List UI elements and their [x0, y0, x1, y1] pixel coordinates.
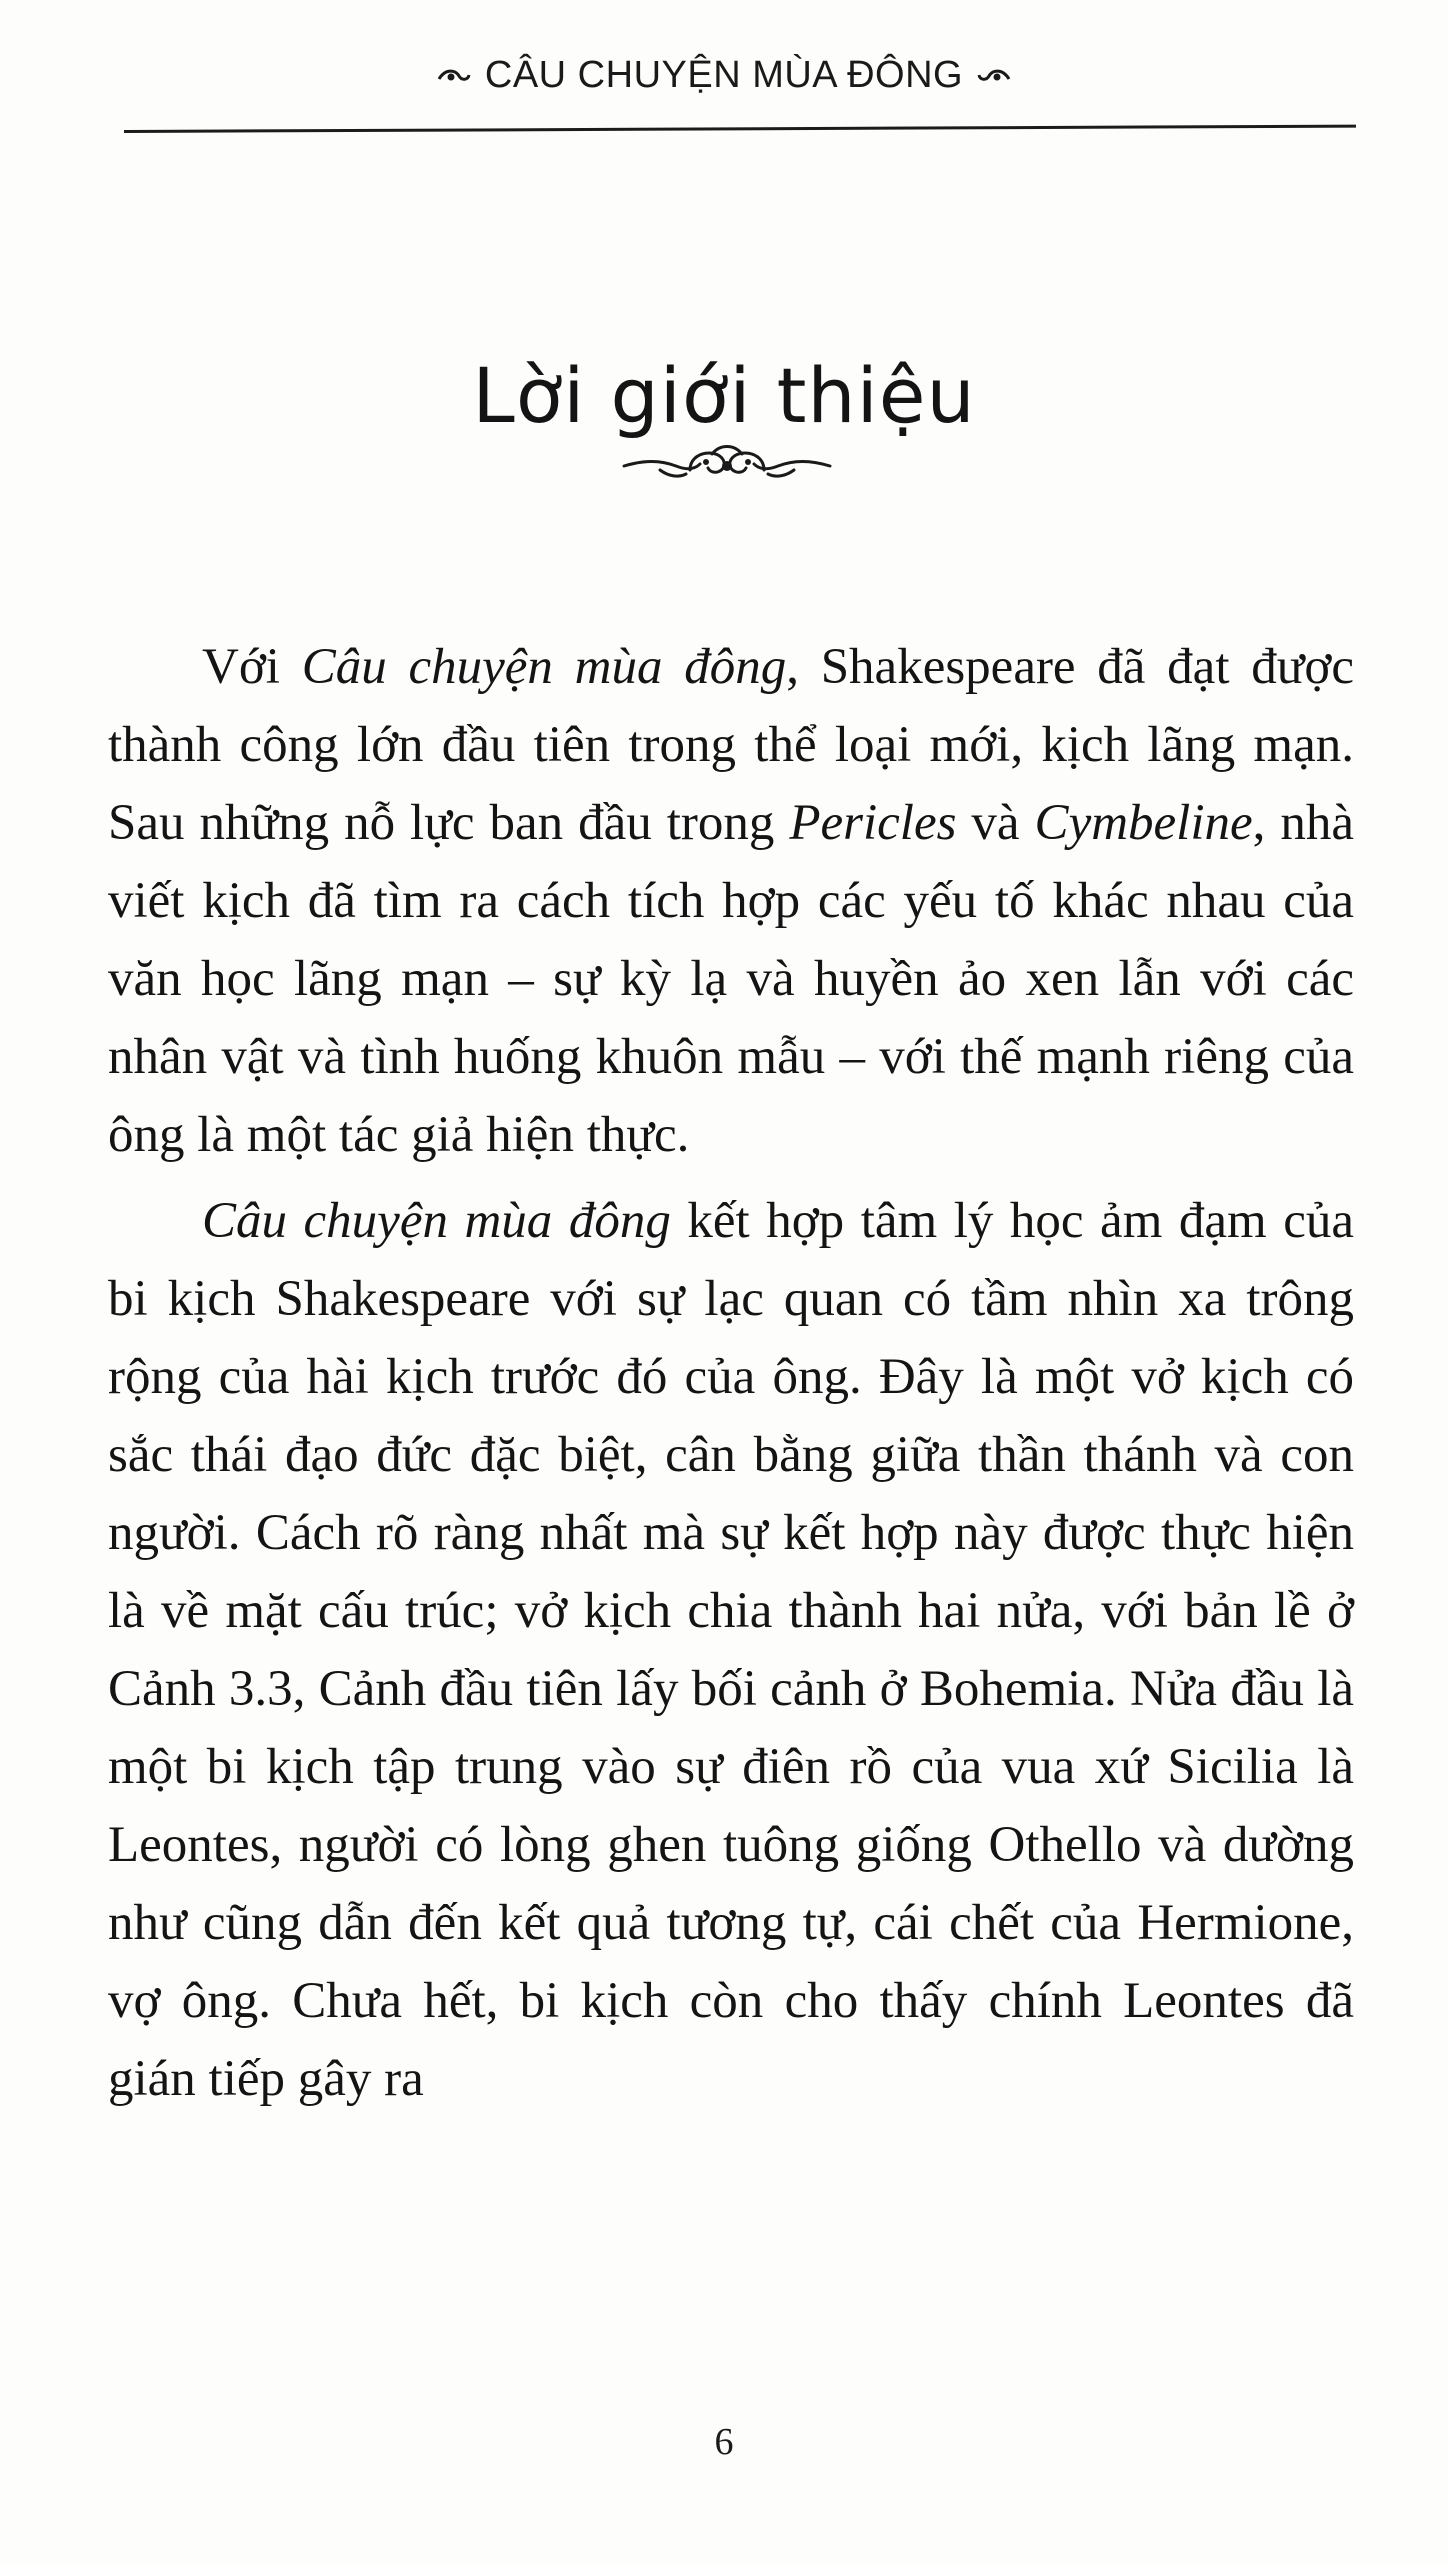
text-run: Với [202, 639, 302, 695]
scroll-flourish-icon [620, 440, 834, 488]
italic-play-title: Cymbeline [1034, 795, 1253, 851]
text-run: kết hợp tâm lý học ảm đạm của bi kịch Shakespeare với sự lạc quan có tầm nhìn xa trông rộng của hài kịch trước đó của ông. Đây là một vở kịch có sắc thái đạo đức đặc biệt, cân bằng giữa thần thánh và con người. Cách rõ ràng nhất mà sự kết hợp này được thực hiện là về mặt cấu trúc; vở kịch chia thành hai nửa, với bản lề ở Cảnh 3.3, Cảnh đầu tiên lấy bối cảnh ở Bohemia. Nửa đầu là một bi kịch tập trung vào sự điên rồ của vua xứ Sicilia là Leontes, người có lòng ghen tuông giống Othello và dường như cũng dẫn đến kết quả tương tự, cái chết của Hermione, vợ ông. Chưa hết, bi kịch còn cho thấy chính Leontes đã gián tiếp gây ra [108, 1193, 1354, 2107]
italic-book-title: Câu chuyện mùa đông [301, 639, 787, 695]
chapter-title: Lời giới thiệu [472, 350, 976, 440]
floral-swirl-icon [977, 67, 1011, 85]
text-run: và [956, 795, 1035, 851]
text-run: , nhà viết kịch đã tìm ra cách tích hợp các yếu tố khác nhau của văn học lãng mạn – sự kỳ lạ và huyền ảo xen lẫn với các nhân vật và tình huống khuôn mẫu – với thế mạnh riêng của ông là một tác giả hiện thực. [108, 795, 1355, 1163]
italic-play-title: Pericles [789, 795, 957, 851]
body-text [108, 628, 1354, 2126]
floral-swirl-icon [437, 67, 471, 85]
running-title: CÂU CHUYỆN MÙA ĐÔNG [484, 54, 964, 96]
text-run: , Shakespeare đã đạt được thành công lớn đầu tiên trong thể loại mới, kịch lãng mạn. Sau những nỗ lực ban đầu trong [108, 639, 1354, 851]
paragraph-1 [108, 628, 1354, 1174]
header-divider [124, 125, 1356, 133]
italic-book-title: Câu chuyện mùa đông [202, 1193, 671, 1249]
running-header [0, 54, 1448, 97]
paragraph-2 [108, 1182, 1354, 2118]
page-number: 6 [714, 2421, 734, 2463]
